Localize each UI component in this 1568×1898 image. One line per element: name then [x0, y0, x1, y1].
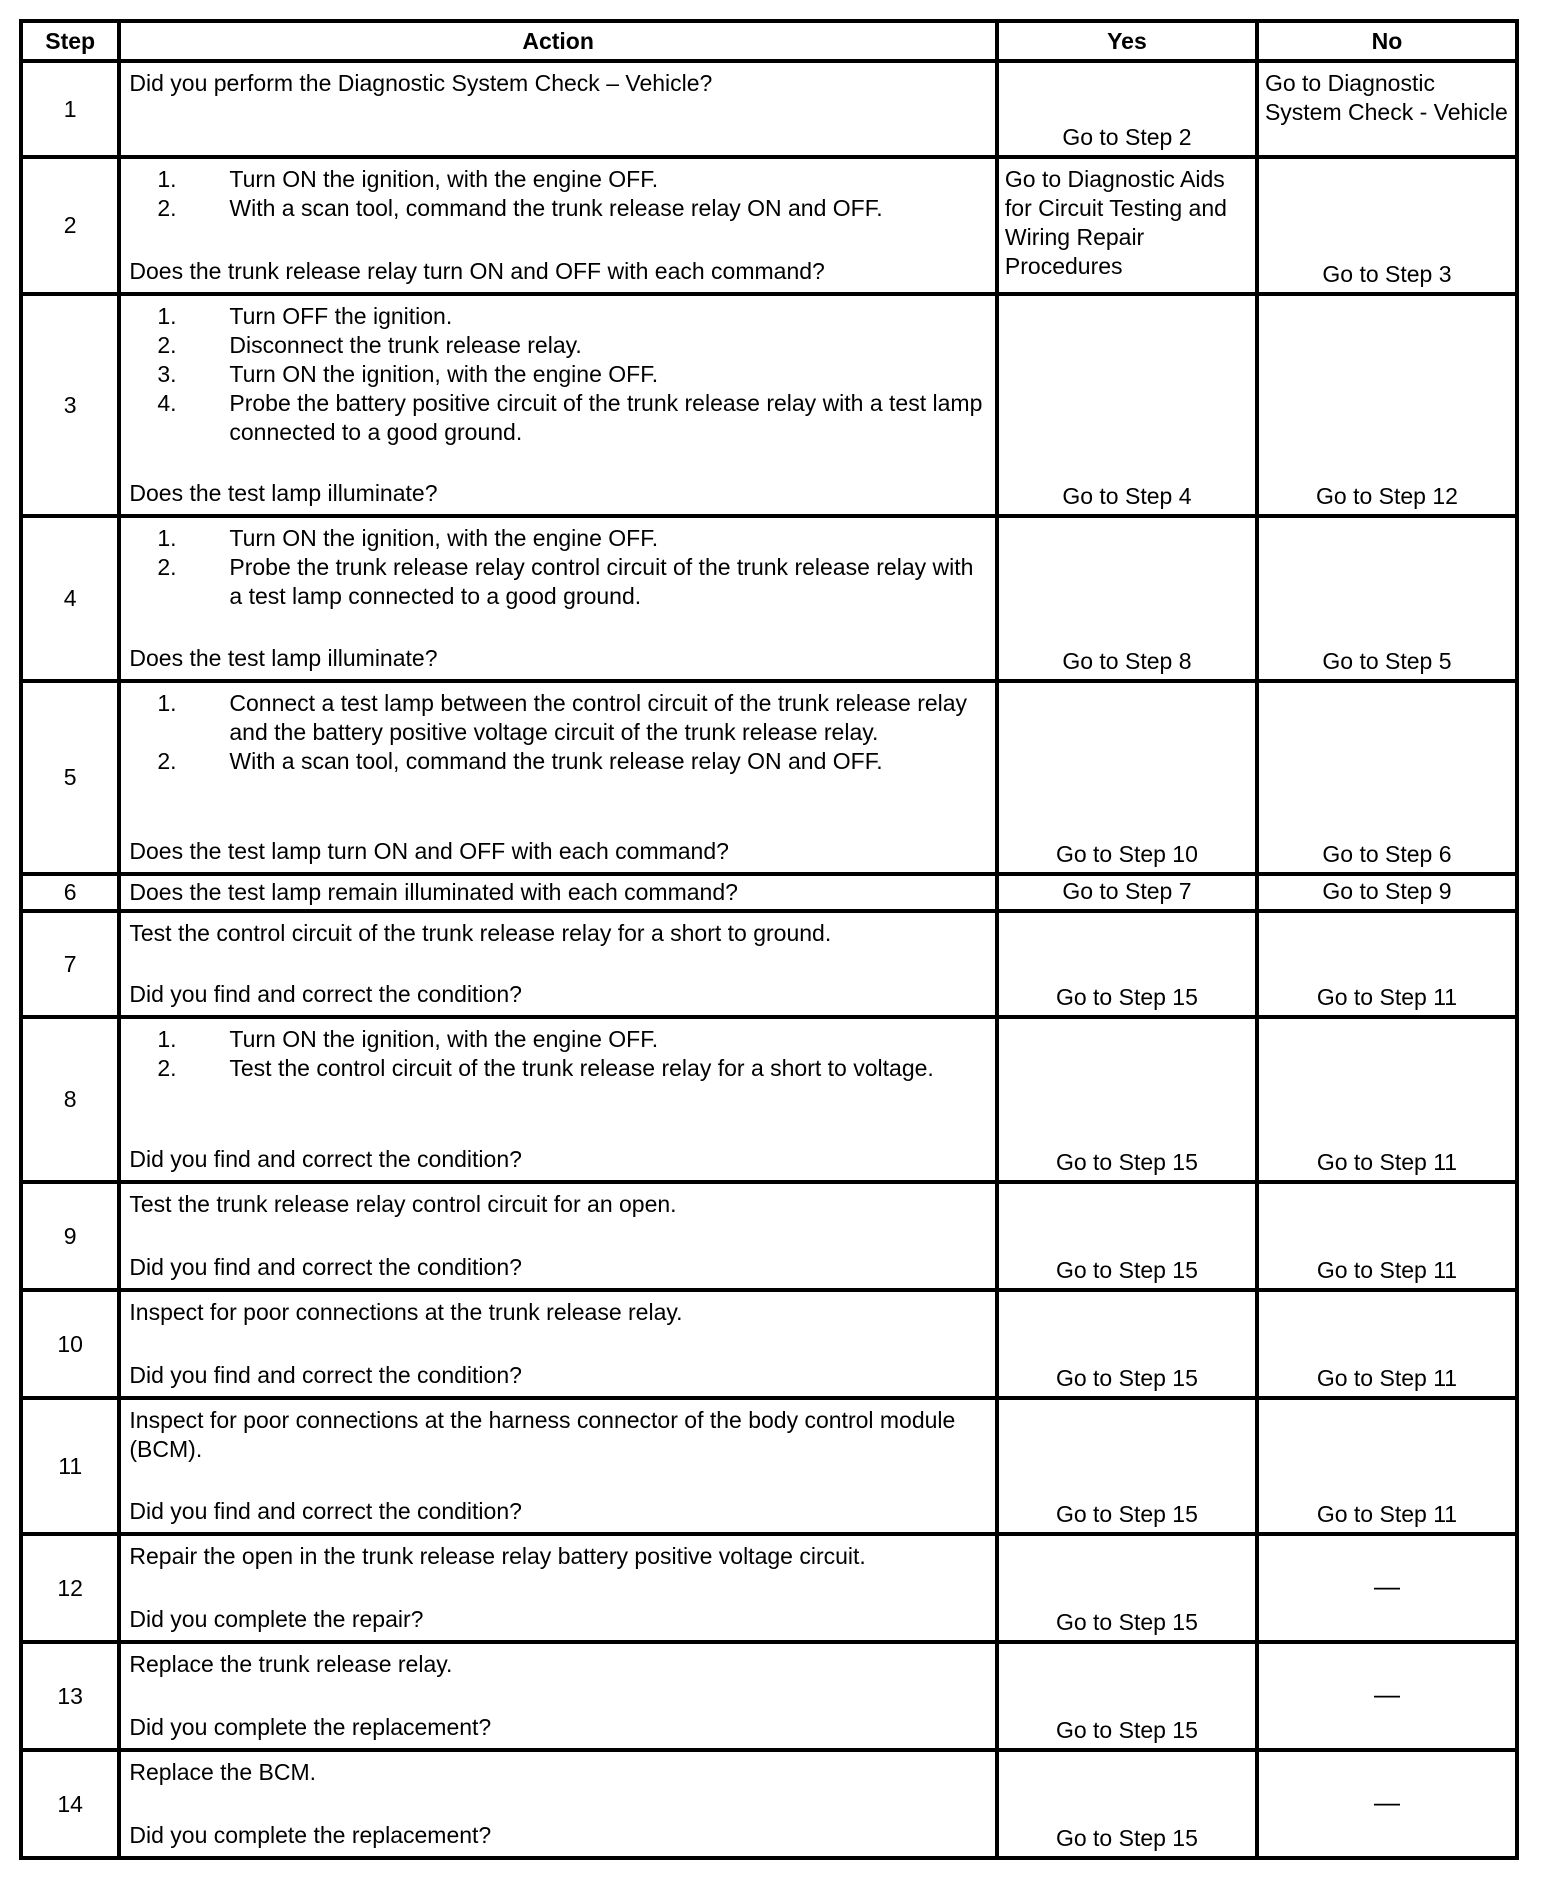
action-step-item	[157, 360, 987, 389]
action-step-number: 2.	[157, 332, 177, 358]
action-step-item	[157, 165, 987, 194]
table-row	[21, 1642, 1517, 1750]
action-instructions	[129, 524, 987, 611]
yes-result: Go to Diagnostic Aids for Circuit Testing and Wiring Repair Procedures	[997, 157, 1257, 294]
action-instructions	[129, 1542, 987, 1571]
action-question: Did you complete the repair?	[129, 1606, 424, 1632]
header-action: Action	[119, 21, 997, 61]
yes-result: Go to Step 7	[997, 874, 1257, 911]
no-result: Go to Step 11	[1257, 1017, 1517, 1182]
action-cell	[119, 1750, 997, 1858]
yes-result: Go to Step 15	[997, 1017, 1257, 1182]
action-question: Did you find and correct the condition?	[129, 981, 522, 1007]
yes-result: Go to Step 15	[997, 1398, 1257, 1534]
step-number: 7	[21, 911, 119, 1017]
action-step-text: Disconnect the trunk release relay.	[229, 332, 582, 358]
no-result: Go to Step 5	[1257, 516, 1517, 681]
no-result: —	[1257, 1534, 1517, 1642]
action-cell	[119, 1642, 997, 1750]
action-instructions	[129, 1406, 987, 1464]
action-step-item	[157, 331, 987, 360]
action-step-number: 1.	[157, 303, 177, 329]
action-cell	[119, 911, 997, 1017]
step-number: 6	[21, 874, 119, 911]
action-cell	[119, 1290, 997, 1398]
action-instructions	[129, 1190, 987, 1219]
action-question: Does the trunk release relay turn ON and OFF with each command?	[129, 258, 825, 284]
table-row	[21, 1534, 1517, 1642]
no-result: —	[1257, 1750, 1517, 1858]
action-cell	[119, 294, 997, 516]
action-instructions	[129, 919, 987, 948]
table-row	[21, 681, 1517, 874]
action-step-number: 2.	[157, 554, 177, 580]
action-instructions	[129, 165, 987, 223]
step-number: 14	[21, 1750, 119, 1858]
action-step-item	[157, 194, 987, 223]
table-row	[21, 1182, 1517, 1290]
no-result: Go to Step 6	[1257, 681, 1517, 874]
no-result: Go to Step 3	[1257, 157, 1517, 294]
action-instructions	[129, 302, 987, 447]
step-number: 9	[21, 1182, 119, 1290]
step-number: 11	[21, 1398, 119, 1534]
action-question: Did you complete the replacement?	[129, 1822, 492, 1848]
no-result: Go to Step 12	[1257, 294, 1517, 516]
yes-result: Go to Step 8	[997, 516, 1257, 681]
action-step-text: Turn ON the ignition, with the engine OFF.	[229, 525, 659, 551]
step-number: 3	[21, 294, 119, 516]
action-cell	[119, 681, 997, 874]
action-step-number: 2.	[157, 195, 177, 221]
no-result: Go to Diagnostic System Check - Vehicle	[1257, 61, 1517, 157]
action-step-item	[157, 1025, 987, 1054]
action-instructions	[129, 1650, 987, 1679]
action-intro: Does the test lamp remain illuminated with each command?	[129, 879, 738, 905]
table-row	[21, 157, 1517, 294]
action-step-number: 1.	[157, 525, 177, 551]
yes-result: Go to Step 15	[997, 1534, 1257, 1642]
yes-result: Go to Step 15	[997, 1750, 1257, 1858]
action-question: Does the test lamp illuminate?	[129, 480, 438, 506]
action-instructions	[129, 1025, 987, 1083]
action-steps-list	[129, 524, 987, 611]
action-cell	[119, 874, 997, 911]
diagnostic-table	[19, 19, 1519, 1860]
action-step-text: Test the control circuit of the trunk release relay for a short to voltage.	[229, 1055, 934, 1081]
action-step-item	[157, 302, 987, 331]
action-step-item	[157, 524, 987, 553]
action-intro: Replace the trunk release relay.	[129, 1651, 453, 1677]
action-intro: Did you perform the Diagnostic System Check – Vehicle?	[129, 70, 713, 96]
table-row	[21, 294, 1517, 516]
action-step-item	[157, 1054, 987, 1083]
table-row	[21, 874, 1517, 911]
action-step-text: Turn OFF the ignition.	[229, 303, 453, 329]
step-number: 2	[21, 157, 119, 294]
action-step-item	[157, 747, 987, 776]
action-question: Did you find and correct the condition?	[129, 1362, 522, 1388]
action-intro: Test the control circuit of the trunk release relay for a short to ground.	[129, 920, 832, 946]
action-step-number: 1.	[157, 1026, 177, 1052]
table-row	[21, 1290, 1517, 1398]
action-step-text: Turn ON the ignition, with the engine OFF.	[229, 361, 659, 387]
action-step-item	[157, 389, 987, 447]
yes-result: Go to Step 15	[997, 1642, 1257, 1750]
action-question: Did you find and correct the condition?	[129, 1254, 522, 1280]
no-result: Go to Step 9	[1257, 874, 1517, 911]
step-number: 12	[21, 1534, 119, 1642]
action-intro: Inspect for poor connections at the trunk release relay.	[129, 1299, 683, 1325]
action-cell	[119, 1398, 997, 1534]
no-result: Go to Step 11	[1257, 1398, 1517, 1534]
table-row	[21, 1750, 1517, 1858]
action-step-text: Probe the battery positive circuit of the trunk release relay with a test lamp connected to a good ground.	[229, 390, 983, 445]
yes-result: Go to Step 15	[997, 1182, 1257, 1290]
action-instructions	[129, 689, 987, 776]
action-cell	[119, 61, 997, 157]
diagnostic-table-container	[19, 19, 1519, 1860]
yes-result: Go to Step 4	[997, 294, 1257, 516]
action-cell	[119, 1017, 997, 1182]
action-question: Does the test lamp turn ON and OFF with each command?	[129, 838, 729, 864]
action-step-item	[157, 689, 987, 747]
header-yes: Yes	[997, 21, 1257, 61]
action-steps-list	[129, 1025, 987, 1083]
action-question: Did you find and correct the condition?	[129, 1146, 522, 1172]
action-step-number: 2.	[157, 748, 177, 774]
no-result: Go to Step 11	[1257, 1290, 1517, 1398]
action-intro: Test the trunk release relay control circuit for an open.	[129, 1191, 677, 1217]
action-instructions	[129, 878, 987, 907]
action-steps-list	[129, 302, 987, 447]
action-steps-list	[129, 165, 987, 223]
step-number: 1	[21, 61, 119, 157]
table-row	[21, 911, 1517, 1017]
action-intro: Inspect for poor connections at the harness connector of the body control module (BCM).	[129, 1407, 956, 1462]
action-step-text: Connect a test lamp between the control circuit of the trunk release relay and the battery positive voltage circuit of the trunk release relay.	[229, 690, 968, 745]
action-step-text: Turn ON the ignition, with the engine OFF.	[229, 166, 659, 192]
header-row	[21, 21, 1517, 61]
action-question: Did you find and correct the condition?	[129, 1498, 522, 1524]
action-step-text: With a scan tool, command the trunk release relay ON and OFF.	[229, 195, 883, 221]
action-step-number: 1.	[157, 690, 177, 716]
step-number: 13	[21, 1642, 119, 1750]
action-step-item	[157, 553, 987, 611]
action-question: Did you complete the replacement?	[129, 1714, 492, 1740]
action-cell	[119, 1182, 997, 1290]
action-cell	[119, 1534, 997, 1642]
no-result: —	[1257, 1642, 1517, 1750]
no-result: Go to Step 11	[1257, 911, 1517, 1017]
step-number: 10	[21, 1290, 119, 1398]
action-step-number: 4.	[157, 390, 177, 416]
action-step-number: 1.	[157, 166, 177, 192]
action-step-number: 2.	[157, 1055, 177, 1081]
action-intro: Repair the open in the trunk release relay battery positive voltage circuit.	[129, 1543, 866, 1569]
action-instructions	[129, 1758, 987, 1787]
step-number: 4	[21, 516, 119, 681]
action-cell	[119, 157, 997, 294]
action-intro: Replace the BCM.	[129, 1759, 317, 1785]
action-step-text: Turn ON the ignition, with the engine OFF.	[229, 1026, 659, 1052]
action-instructions	[129, 69, 987, 98]
step-number: 5	[21, 681, 119, 874]
action-step-text: With a scan tool, command the trunk release relay ON and OFF.	[229, 748, 883, 774]
table-row	[21, 1017, 1517, 1182]
table-row	[21, 61, 1517, 157]
table-row	[21, 516, 1517, 681]
action-question: Does the test lamp illuminate?	[129, 645, 438, 671]
action-instructions	[129, 1298, 987, 1327]
table-row	[21, 1398, 1517, 1534]
yes-result: Go to Step 2	[997, 61, 1257, 157]
header-no: No	[1257, 21, 1517, 61]
header-step: Step	[21, 21, 119, 61]
action-steps-list	[129, 689, 987, 776]
no-result: Go to Step 11	[1257, 1182, 1517, 1290]
action-cell	[119, 516, 997, 681]
step-number: 8	[21, 1017, 119, 1182]
yes-result: Go to Step 15	[997, 911, 1257, 1017]
action-step-number: 3.	[157, 361, 177, 387]
yes-result: Go to Step 15	[997, 1290, 1257, 1398]
action-step-text: Probe the trunk release relay control circuit of the trunk release relay with a test lamp connected to a good ground.	[229, 554, 974, 609]
yes-result: Go to Step 10	[997, 681, 1257, 874]
